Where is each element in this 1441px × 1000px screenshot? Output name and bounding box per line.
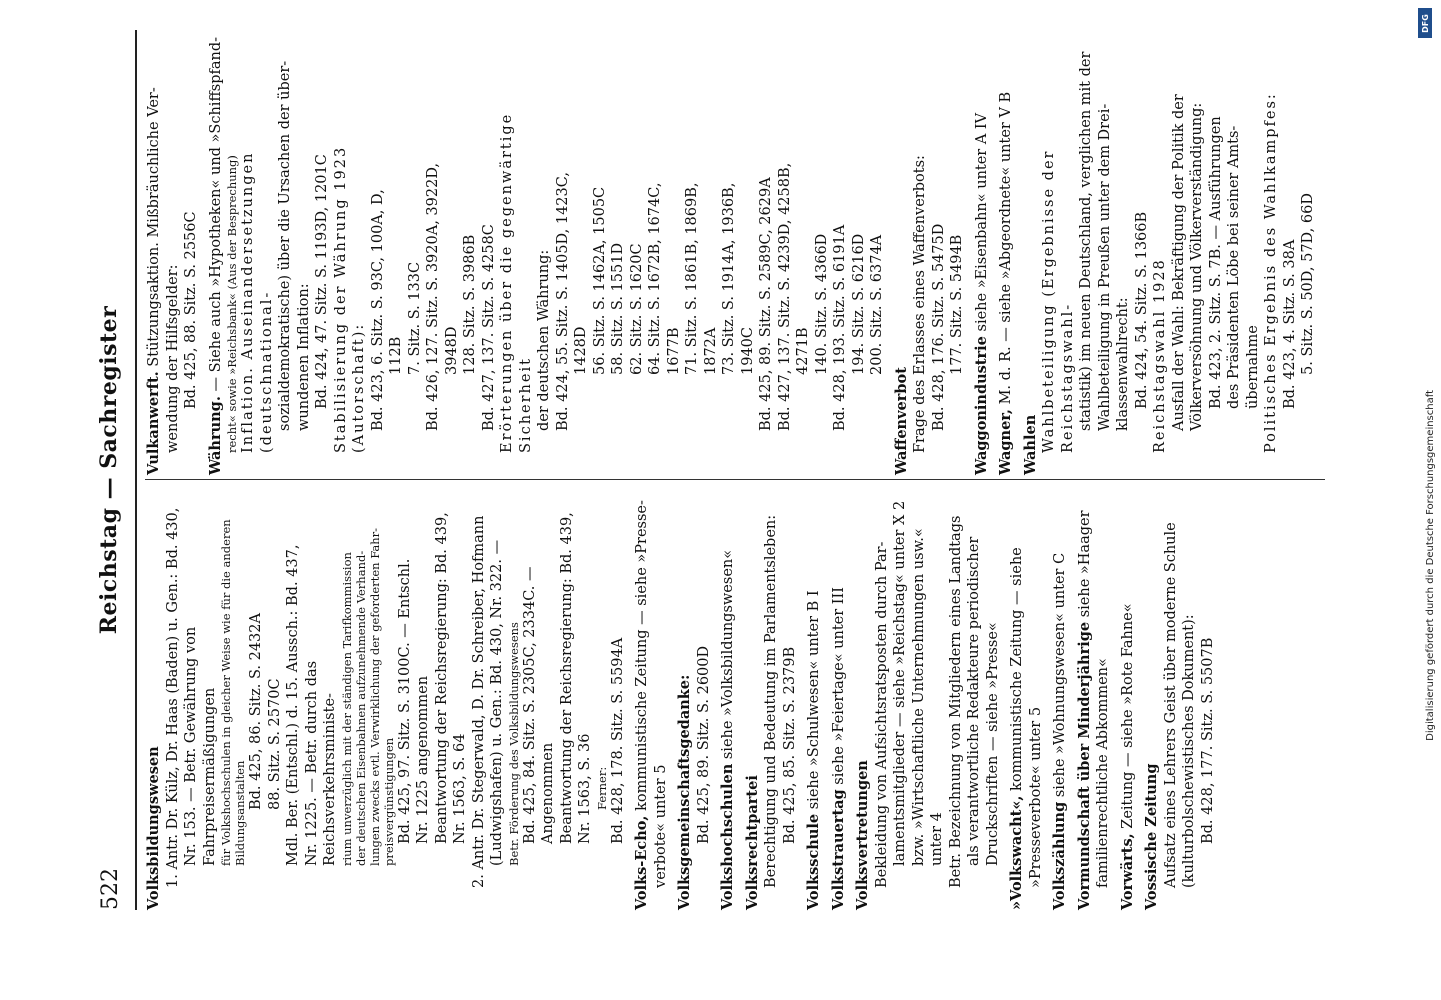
entry-heading-line xyxy=(145,485,164,910)
entry-line: (kulturbolschewistisches Dokument): xyxy=(1181,614,1197,888)
entry-line: Nr. 1225. — Betr. durch das Reichsverkehrsministe- xyxy=(303,660,338,866)
entry-line: sozialdemokratische) über die Ursachen der über- xyxy=(277,60,293,431)
entry-heading-tail: siehe »Haager xyxy=(1076,510,1093,622)
entry-line: recht« sowie »Reichsbank« (Aus der Besprechung) xyxy=(225,155,239,453)
entry-line: Wahlbeteiligung (Ergebnisse der Reichstagswahl- xyxy=(1041,149,1076,453)
entry-line: Bd. 427, 137. Sitz. S. 4258C xyxy=(480,224,497,431)
entry-headword: Volkstrauertag xyxy=(829,789,847,910)
entry-line: Bd. 426, 127. Sitz. S. 3920A, 3922D, xyxy=(425,162,441,431)
entry-headword: Vorwärts, xyxy=(1118,833,1136,910)
entry-heading-tail: siehe »Feiertage« unter III xyxy=(830,587,847,790)
index-entry xyxy=(1008,485,1045,910)
entry-line: Bd. 424, 54. Sitz. S. 1366B xyxy=(1133,211,1150,409)
entry-line: Mdl. Ber. (Entschl.) d. 15. Aussch.: Bd. 437, xyxy=(285,544,301,866)
entry-headword: Vormundschaft über Minderjährige xyxy=(1075,621,1093,910)
entry-headword: Wagner, xyxy=(997,409,1014,475)
entry-headword: Volksrechtpartei xyxy=(743,775,761,910)
entry-line: 194. Sitz. S. 6216D xyxy=(850,233,867,375)
entry-line: Bekleidung von Aufsichtsratsposten durch Par- xyxy=(873,541,890,888)
entry-line: 200. Sitz. S. 6374A xyxy=(869,234,885,375)
entry-line: Ferner: xyxy=(594,766,609,810)
entry-heading-line xyxy=(973,30,992,475)
left-column xyxy=(145,485,1223,910)
entry-heading-line xyxy=(145,30,164,475)
entry-line: 62. Sitz. S. 1620C xyxy=(628,243,645,375)
entry-heading-line xyxy=(1008,485,1027,910)
entry-heading-line xyxy=(719,485,738,910)
entry-line: Wahlbeteiligung in Preußen unter dem Drei- xyxy=(1096,103,1113,431)
entry-line: 1872A xyxy=(702,327,719,375)
entry-line: Frage des Erlasses eines Waffenverbots: xyxy=(912,155,928,453)
entry-heading-tail: — Siehe auch »Hypotheken« und »Schiffspfand- xyxy=(207,36,224,397)
index-entry xyxy=(1119,485,1138,910)
page-number: 522 xyxy=(98,868,123,910)
entry-line: 1428D xyxy=(573,326,589,375)
entry-heading-tail: siehe »Eisenbahn« unter A IV xyxy=(973,112,990,337)
entry-heading-line xyxy=(830,485,849,910)
index-entry xyxy=(1076,485,1113,910)
entry-headword: Volks-Echo, xyxy=(633,815,650,910)
entry-line: 5. Sitz. S. 50D, 57D, 66D xyxy=(1300,193,1316,375)
entry-line: des Präsidenten Löbe bei seiner Amts- xyxy=(1226,125,1242,409)
index-entry xyxy=(145,30,201,475)
entry-line: Bd. 425, 85. Sitz. S. 2379B xyxy=(781,646,798,844)
entry-line: Aufsatz eines Lehrers Geist über moderne Schule xyxy=(1162,522,1179,888)
index-entry xyxy=(145,485,627,910)
entry-line: Erörterungen über die gegenwärtige Sicherheit xyxy=(499,112,534,453)
entry-line: Beantwortung der Reichsregierung: Bd. 439, xyxy=(433,512,450,844)
entry-line: lamentsmitglieder — siehe »Reichstag« unter X 2 xyxy=(892,500,908,866)
entry-line: 1. Antr. Dr. Külz, Dr. Haas (Baden) u. Gen.: Bd. 430, xyxy=(164,507,181,888)
entry-line: Nr. 1563, S. 64 xyxy=(452,733,468,844)
entry-line: Bd. 428, 193. Sitz. S. 6191A xyxy=(832,224,848,431)
entry-line: übernahme xyxy=(1244,325,1261,409)
entry-headword: Währung. xyxy=(206,396,224,475)
entry-line: Reichstagswahl 1928 xyxy=(1152,258,1168,453)
entry-line: 1677B xyxy=(665,327,682,375)
entry-heading-line xyxy=(997,30,1016,475)
entry-heading-tail: siehe »Schulwesen« unter B I xyxy=(806,590,822,814)
entry-line: Angenommen xyxy=(540,742,556,844)
entry-line: Druckschriften — siehe »Presse« xyxy=(984,622,1001,866)
index-entry xyxy=(1051,485,1070,910)
entry-heading-line xyxy=(1119,485,1138,910)
entry-line: bzw. »Wirtschaftliche Unternehmungen usw.« xyxy=(910,528,927,866)
index-entry xyxy=(893,30,967,475)
entry-line: Bd. 425, 86. Sitz. S. 2432A xyxy=(248,613,264,810)
index-entry xyxy=(830,485,849,910)
entry-heading-tail: siehe »Wohnungswesen« unter C xyxy=(1052,552,1068,802)
entry-line: 64. Sitz. S. 1672B, 1674C, xyxy=(647,182,663,375)
entry-line: Bd. 427, 137. Sitz. S. 4239D, 4258B, xyxy=(776,162,793,431)
entry-line: Nr. 153. — Betr. Gewährung von Fahrpreisermäßigungen xyxy=(183,626,218,866)
entry-heading-tail: siehe »Volksbildungswesen« xyxy=(720,549,736,764)
entry-line: Betr. Bezeichnung von Mitgliedern eines Landtags xyxy=(947,515,964,888)
right-column xyxy=(145,30,1324,475)
entry-line: Inflation. Auseinandersetzungen (deutschnational- xyxy=(240,151,275,453)
index-entry xyxy=(854,485,1002,910)
entry-line: Politisches Ergebnis des Wahlkampfes: xyxy=(1263,92,1279,453)
entry-line: der deutschen Währung: xyxy=(536,249,552,431)
dfg-logo: DFG xyxy=(1418,8,1432,38)
entry-headword: Volkszählung xyxy=(1051,801,1068,910)
entry-line: der deutschen Eisenbahnen aufzunehmende Verhand- xyxy=(353,550,368,866)
index-entry xyxy=(805,485,824,910)
entry-line: wendung der Hilfsgelder: xyxy=(164,264,181,453)
entry-line: rium unverzüglich mit der ständigen Tarifkommission xyxy=(339,552,354,866)
entry-line: Ausfall der Wahl: Bekräftigung der Politik der xyxy=(1170,94,1187,431)
entry-line: 7. Sitz. S. 133C xyxy=(406,261,423,375)
entry-line: Bd. 425, 89. Sitz. S. 2600D xyxy=(695,645,712,844)
entry-headword: Vossische Zeitung xyxy=(1143,763,1160,910)
entry-line: unter 4 xyxy=(929,812,945,866)
entry-line: 177. Sitz. S. 5494B xyxy=(949,234,965,375)
entry-headword: Waggonindustrie xyxy=(972,336,990,475)
digitization-note-text: Digitalisierung gefördert durch die Deutsche Forschungsgemeinschaft xyxy=(1425,390,1436,741)
entry-heading-line xyxy=(207,30,226,475)
entry-heading-tail: kommunistische Zeitung — siehe xyxy=(1009,547,1025,796)
entry-line: 112B xyxy=(388,336,404,375)
entry-heading-line xyxy=(893,30,912,475)
entry-heading-tail: Zeitung — siehe »Rote Fahne« xyxy=(1119,603,1136,834)
index-entry xyxy=(633,485,670,910)
entry-headword: Volksgemeinschaftsgedanke: xyxy=(676,674,693,910)
entry-line: 58. Sitz. S. 1551D xyxy=(610,242,626,375)
index-entry xyxy=(1143,485,1217,910)
entry-heading-line xyxy=(633,485,652,910)
entry-heading-line xyxy=(744,485,763,910)
entry-line: klassenwahlrecht: xyxy=(1115,297,1131,431)
entry-line: 3948D xyxy=(443,326,460,375)
entry-heading-line xyxy=(1076,485,1095,910)
entry-line: Bd. 423, 6. Sitz. S. 93C, 100A, D, xyxy=(369,189,386,431)
index-entry xyxy=(997,30,1016,475)
entry-line: Bd. 428, 178. Sitz. S. 5594A xyxy=(609,637,626,844)
entry-line: Bd. 423, 2. Sitz. S. 7B. — Ausführungen xyxy=(1207,116,1224,409)
entry-line: 4271B xyxy=(795,327,811,375)
entry-headword: Vulkanwerft. xyxy=(145,371,162,475)
entry-line: Nr. 1225 angenommen xyxy=(415,675,431,844)
entry-line: Berechtigung und Bedeutung im Parlamentsleben: xyxy=(763,514,779,888)
entry-heading-line xyxy=(854,485,873,910)
entry-line: als verantwortliche Redakteure periodischer xyxy=(966,536,982,866)
rotated-page xyxy=(20,0,1410,980)
index-entry xyxy=(973,30,992,475)
entry-heading-line xyxy=(1051,485,1070,910)
entry-headword: Wahlen xyxy=(1021,414,1039,475)
index-entry xyxy=(719,485,738,910)
entry-line: 1940C xyxy=(739,327,756,375)
entry-heading-line xyxy=(805,485,824,910)
entry-line: Bd. 425, 89. Sitz. S. 2589C, 2629A xyxy=(758,177,774,431)
entry-line: 2. Antr. Dr. Stegerwald, D. Dr. Schreiber, Hofmann xyxy=(470,515,487,888)
running-title: Reichstag — Sachregister xyxy=(96,305,122,635)
index-entry xyxy=(676,485,713,910)
entry-line: Nr. 1563, S. 36 xyxy=(577,733,593,844)
entry-heading-line xyxy=(1143,485,1162,910)
entry-line: Bd. 428, 177. Sitz. S. 5507B xyxy=(1199,637,1216,844)
entry-heading-line xyxy=(1022,30,1041,475)
entry-headword: Volkshochschulen xyxy=(719,763,736,910)
entry-line: Bd. 425, 97. Sitz. S. 3100C. — Entschl. xyxy=(396,558,413,844)
entry-heading-line xyxy=(676,485,695,910)
entry-line: Bd. 423, 4. Sitz. S. 38A xyxy=(1281,239,1298,409)
entry-heading-tail: kommunistische Zeitung — siehe »Presse- xyxy=(634,500,650,816)
entry-line: Beantwortung der Reichsregierung: Bd. 439, xyxy=(558,512,575,844)
entry-headword: Waffenverbot xyxy=(892,367,910,475)
index-entry xyxy=(1022,30,1318,475)
entry-headword: Volksbildungswesen xyxy=(145,746,162,910)
entry-line: Stabilisierung der Währung 1923 (Autorschaft): xyxy=(332,145,367,453)
entry-line: Betr. Förderung des Volksbildungswesens xyxy=(506,622,521,866)
entry-line: verbote« unter 5 xyxy=(652,764,669,888)
entry-line: 73. Sitz. S. 1914A, 1936B, xyxy=(721,182,737,375)
entry-line: 140. Sitz. S. 4366D xyxy=(813,233,830,375)
entry-line: für Volkshochschulen in gleicher Weise wie für die anderen xyxy=(219,519,233,866)
entry-line: wundenen Inflation: xyxy=(295,283,312,431)
entry-line: 128. Sitz. S. 3986B xyxy=(462,234,478,375)
entry-headword: Volksschule xyxy=(805,813,822,910)
entry-line: statistik) im neuen Deutschland, verglichen mit der xyxy=(1078,51,1094,431)
entry-line: Bd. 424, 47. Sitz. S. 1193D, 1201C xyxy=(314,154,330,409)
page-header xyxy=(92,30,128,910)
entry-line: Bd. 428, 176. Sitz. S. 5475D xyxy=(930,223,947,431)
entry-headword: »Volkswacht«, xyxy=(1008,795,1025,910)
digitization-note xyxy=(1425,10,1441,741)
entry-line: Bd. 424, 55. Sitz. S. 1405D, 1423C, xyxy=(554,172,571,431)
index-entry xyxy=(207,30,887,475)
entry-line: familienrechtliche Abkommen« xyxy=(1095,658,1111,888)
entry-line: preisvergünstigungen xyxy=(381,737,396,866)
header-rule xyxy=(135,30,137,910)
entry-line: Bd. 425, 88. Sitz. S. 2556C xyxy=(183,211,199,409)
entry-line: 71. Sitz. S. 1861B, 1869B, xyxy=(684,182,700,375)
entry-line: Bd. 425, 84. Sitz. S. 2305C, 2334C. — xyxy=(521,566,538,844)
entry-line: »Presseverbote« unter 5 xyxy=(1027,706,1044,888)
entry-line: (Ludwigshafen) u. Gen.: Bd. 430, Nr. 322. — xyxy=(489,539,505,866)
index-entry xyxy=(744,485,800,910)
entry-line: Völkerversöhnung und Völkerverständigung: xyxy=(1189,102,1205,431)
entry-line: lungen zwecks evtl. Verwirklichung der geforderten Fahr- xyxy=(367,527,382,866)
entry-headword: Volksvertretungen xyxy=(854,760,871,910)
column-divider xyxy=(145,479,1325,480)
entry-line: 88. Sitz. S. 2570C xyxy=(266,678,283,810)
entry-line: Bildungsanstalten xyxy=(233,760,247,866)
entry-heading-tail: Stützungsaktion. Mißbräuchliche Ver- xyxy=(146,87,162,372)
entry-line: 56. Sitz. S. 1462A, 1505C xyxy=(591,186,608,375)
entry-heading-tail: M. d. R. — siehe »Abgeordnete« unter V B xyxy=(998,91,1014,410)
